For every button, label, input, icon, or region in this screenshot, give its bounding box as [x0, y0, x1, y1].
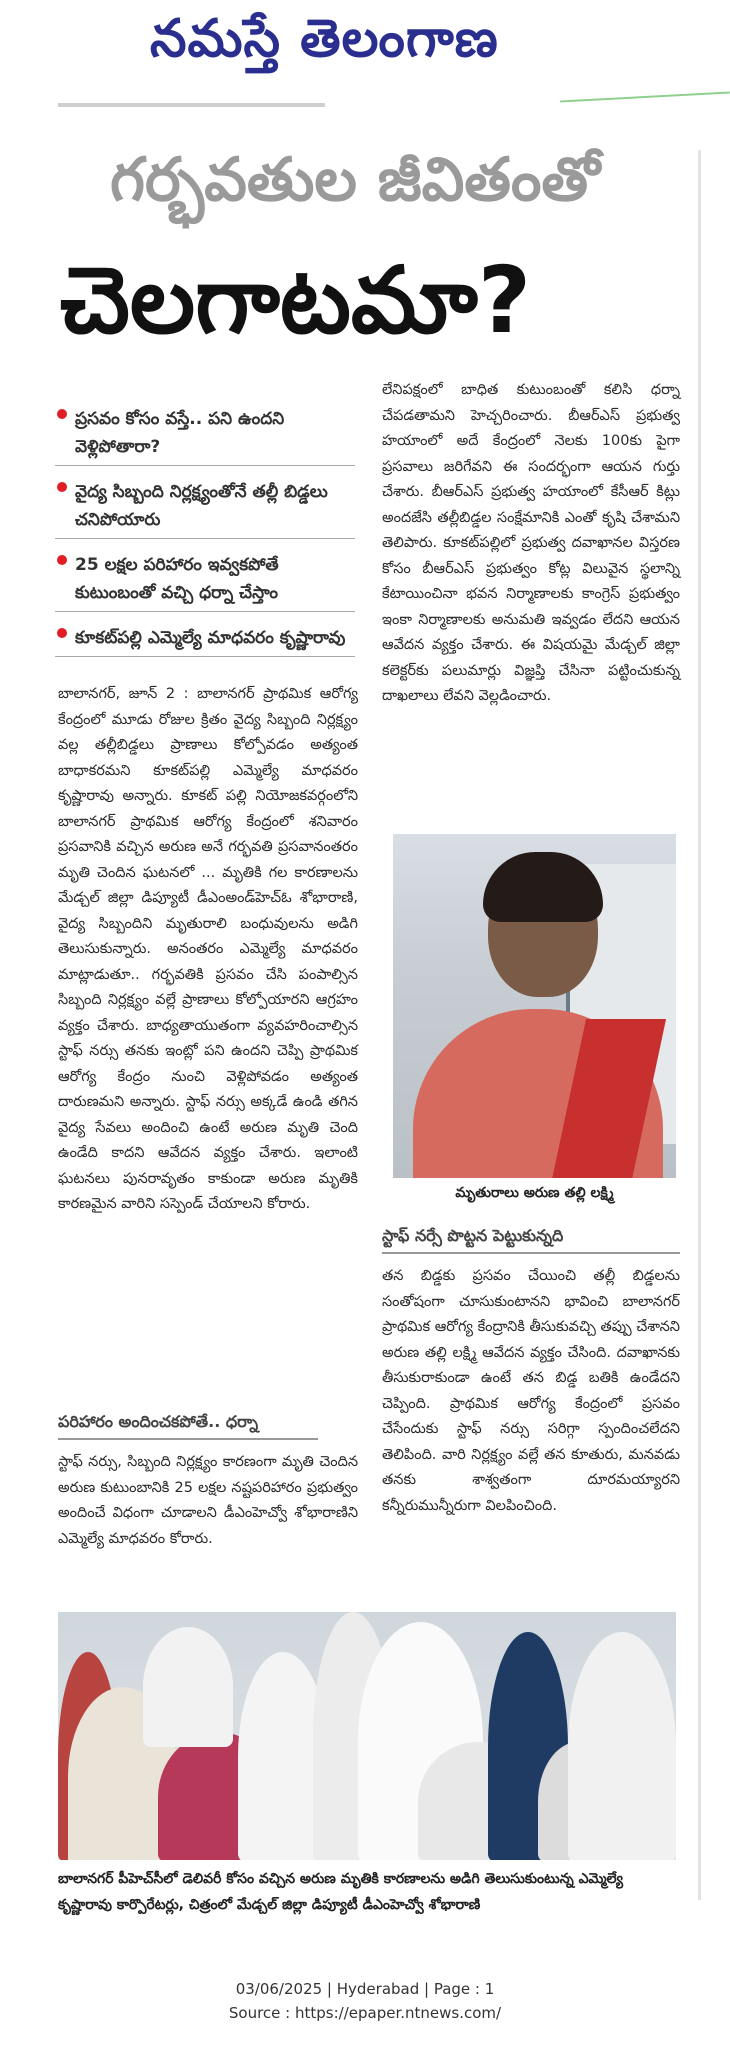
- article-body-left: బాలానగర్, జూన్ 2 : బాలానగర్ ప్రాథమిక ఆరోగ్య కేంద్రంలో మూడు రోజుల క్రితం వైద్య సిబ్బంది నిర్లక్ష్యం వల్ల తల్లీబిడ్డలు ప్రాణాలు కోల్పోవడం అత్యంత బాధాకరమని కూకట్‌పల్లి ఎమ్మెల్యే మాధవరం కృష్ణారావు అన్నారు. కూకట్ పల్లి నియోజకవర్గంలోని బాలానగర్ ప్రాథమిక ఆరోగ్య కేంద్రంలో శనివారం ప్రసవానికి వచ్చిన అరుణ అనే గర్భవతి ప్రసవానంతరం మృతి చెందిన ఘటనలో ... మృతికి గల కారణాలను మేడ్చల్ జిల్లా డిప్యూటీ డీఎంఅండ్‌హెచ్‌ఓ శోభారాణి, వైద్య సిబ్బందిని మృతురాలి బంధువులను అడిగి తెలుసుకున్నారు. అనంతరం ఎమ్మెల్యే మాధవరం మాట్లాడుతూ.. గర్భవతికి ప్రసవం చేసి పంపాల్సిన సిబ్బంది నిర్లక్ష్యం వల్లే ప్రాణాలు కోల్పోయారని ఆగ్రహం వ్యక్తం చేశారు. బాధ్యతాయుతంగా వ్యవహరించాల్సిన స్టాఫ్ నర్సు తనకు ఇంట్లో పని ఉందని చెప్పి ప్రాథమిక ఆరోగ్య కేంద్రం నుంచి వెళ్లిపోవడం అత్యంత దారుణమని అన్నారు. స్టాఫ్ నర్సు అక్కడే ఉండి తగిన వైద్య సేవలు అందించి ఉంటే అరుణ మృతి చెంది ఉండేది కాదని ఆవేదన వ్యక్తం చేశారు. ఇలాంటి ఘటనలు పునరావృతం కాకుండా అరుణ మృతికి కారణమైన వారిని సస్పెండ్ చేయాలని కోరారు.: [58, 686, 358, 1212]
- column-divider: [698, 150, 701, 1900]
- newspaper-logo: నమస్తే తెలంగాణ: [150, 8, 499, 69]
- highlights-list: [55, 405, 355, 669]
- article-body-left-2: స్టాఫ్ నర్సు, సిబ్బంది నిర్లక్ష్యం కారణంగా మృతి చెందిన అరుణ కుటుంబానికి 25 లక్షల నష్టపరిహారం ప్రభుత్వం అందించే విధంగా చూడాలని డీఎంహెచ్వో శోభారాణిని ఎమ్మెల్యే మాధవరం కోరారు.: [58, 1454, 358, 1547]
- subhead-staff-nurse: స్టాఫ్ నర్సే పొట్టన పెట్టుకున్నది: [382, 1226, 680, 1254]
- photo-caption-group: బాలానగర్ పీహెచ్‌సీలో డెలివరీ కోసం వచ్చిన అరుణ మృతికి కారణాలను అడిగి తెలుసుకుంటున్న ఎమ్మెల్యే కృష్ణారావు కార్పొరేటర్లు, చిత్రంలో మేడ్చల్ జిల్లా డిప్యూటీ డీఎంహెచ్వో శోభారాణి: [58, 1871, 624, 1913]
- footer-source-line: Source : https://epaper.ntnews.com/: [228, 2004, 502, 2022]
- bullet-dot-icon: [57, 628, 67, 638]
- headline-main: చెలగాటమా?: [60, 247, 532, 354]
- highlight-item: ప్రసవం కోసం వస్తే.. పని ఉందని వెళ్లిపోతారా?: [55, 405, 355, 466]
- photo-caption-mother: మృతురాలు అరుణ తల్లి లక్ష్మి: [455, 1185, 614, 1201]
- highlight-item: 25 లక్షల పరిహారం ఇవ్వకపోతే కుటుంబంతో వచ్చి ధర్నా చేస్తాం: [55, 551, 355, 612]
- photo-victim-mother: [393, 834, 676, 1178]
- article-body-right-2: తన బిడ్డకు ప్రసవం చేయించి తల్లీ బిడ్డలను సంతోషంగా చూసుకుంటానని భావించి బాలానగర్ ప్రాథమిక ఆరోగ్య కేంద్రానికి తీసుకువచ్చి తప్పు చేశానని అరుణ తల్లి లక్ష్మి ఆవేదన వ్యక్తం చేసింది. దవాఖానకు తీసుకురాకుండా ఉంటే తన బిడ్డ బతికి ఉండేదని చెప్పింది. ప్రాథమిక ఆరోగ్య కేంద్రంలో ప్రసవం చేసేందుకు స్టాఫ్ నర్సు సరిగ్గా స్పందించలేదని తెలిపింది. వారి నిర్లక్ష్యం వల్లే తన కూతురు, మనవడు తనకు శాశ్వతంగా దూరమయ్యారని కన్నీరుమున్నీరుగా విలపించింది.: [382, 1268, 680, 1514]
- photo-mla-visit: [58, 1612, 676, 1860]
- highlight-item: వైద్య సిబ్బంది నిర్లక్ష్యంతోనే తల్లీ బిడ్డలు చనిపోయారు: [55, 478, 355, 539]
- subhead-compensation: పరిహారం అందించకపోతే.. ధర్నా: [58, 1412, 318, 1440]
- article-body-right: లేనిపక్షంలో బాధిత కుటుంబంతో కలిసి ధర్నా చేపడతామని హెచ్చరించారు. బీఆర్‌ఎస్ ప్రభుత్వ హయాంలో అదే కేంద్రంలో నెలకు 100కు పైగా ప్రసవాలు జరిగేవని ఈ సందర్భంగా ఆయన గుర్తు చేశారు. బీఆర్‌ఎస్ ప్రభుత్వ హయాంలో కేసీఆర్ కిట్లు అందజేసి తల్లీబిడ్డల సంక్షేమానికి ఎంతో కృషి చేశామని తెలిపారు. కూకట్‌పల్లిలో ప్రభుత్వ దవాఖానల విస్తరణ కోసం బీఆర్‌ఎస్ ప్రభుత్వం కోట్ల విలువైన స్థలాన్ని కేటాయించినా భవన నిర్మాణాలకు కాంగ్రెస్ ప్రభుత్వం ఇంకా నిర్మాణాలకు అనుమతి ఇవ్వడం లేదని ఆయన ఆవేదన వ్యక్తం చేశారు. ఈ విషయమై మేడ్చల్ జిల్లా కలెక్టర్‌కు పలుమార్లు విజ్ఞప్తి చేసినా పట్టించుకున్న దాఖలాలు లేవని వెల్లడించారు.: [382, 382, 680, 704]
- bullet-dot-icon: [57, 482, 67, 492]
- bullet-dot-icon: [57, 409, 67, 419]
- masthead-rule-right: [560, 92, 730, 103]
- masthead: [0, 0, 730, 110]
- headline-kicker: గర్భవతుల జీవితంతో: [110, 145, 600, 215]
- bullet-dot-icon: [57, 555, 67, 565]
- highlight-item: కూకట్‌పల్లి ఎమ్మెల్యే మాధవరం కృష్ణారావు: [55, 624, 355, 657]
- masthead-rule: [58, 103, 325, 107]
- footer-date-line: 03/06/2025 | Hyderabad | Page : 1: [235, 1980, 495, 1998]
